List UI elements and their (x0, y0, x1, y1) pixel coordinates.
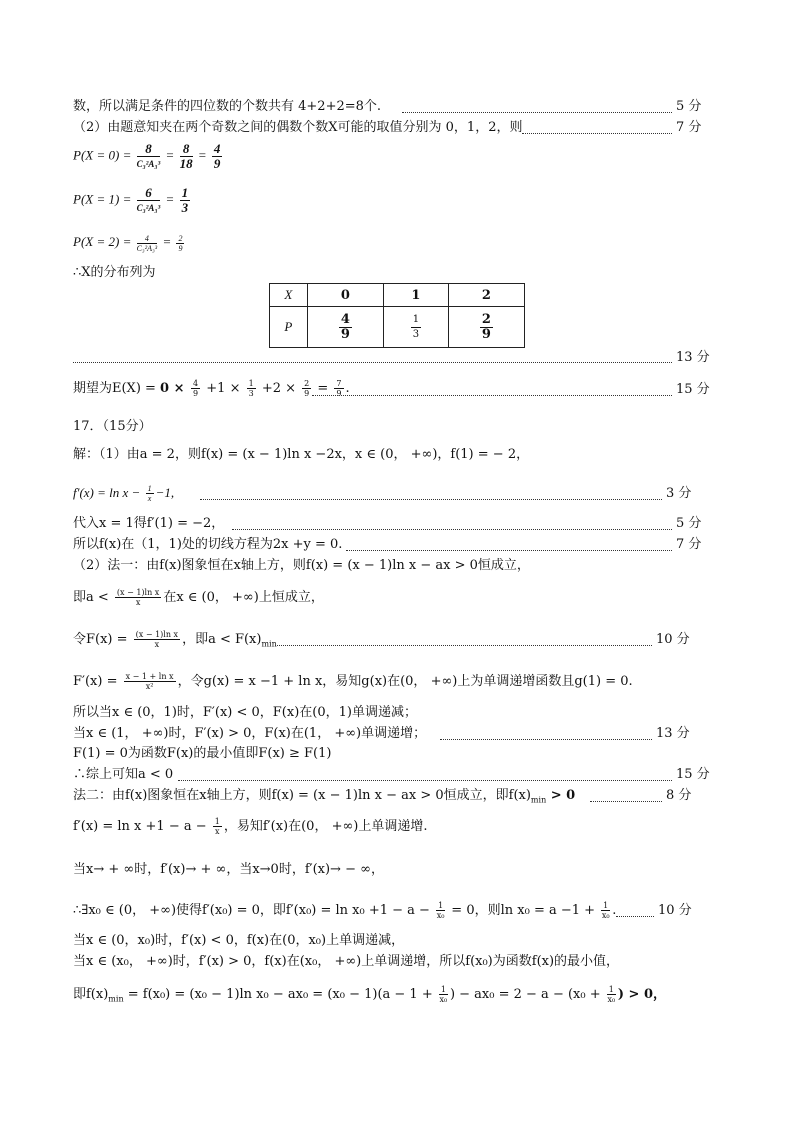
numerator: 4 (213, 141, 221, 156)
numerator: 1 (440, 985, 446, 994)
formula-part: 即a < (73, 590, 113, 605)
formula-part: −1, (155, 485, 175, 500)
denominator: 18 (179, 156, 193, 171)
numerator: 2 (304, 379, 310, 388)
text-line: 所以f(x)在（1，1)处的切线方程为2x +y = 0. (73, 537, 343, 552)
fraction (411, 313, 421, 342)
score-label: 13 分 (656, 726, 690, 741)
numerator: 1 (181, 185, 189, 200)
denominator: C₃²A₃³ (136, 159, 161, 169)
formula-part: 法二：由f(x)图象恒在x轴上方，则f(x) = (x − 1)ln x − ax > 0恒成立，即f(x) (73, 788, 531, 803)
formula-part: P(X = 1) = (73, 191, 135, 207)
line-text: （2）由题意知夹在两个奇数之间的偶数个数X可能的取值分别为 0，1，2，则 (73, 120, 523, 135)
subscript: min (108, 994, 124, 1004)
leader-dots (178, 780, 672, 781)
text-line: 代入x = 1得f′(1) = −2， (73, 516, 225, 531)
formula-part: F′(x) = (73, 674, 122, 689)
text-line (73, 985, 666, 1009)
numerator: (x − 1)ln x (135, 630, 179, 639)
denominator: 9 (178, 243, 183, 253)
fraction (247, 379, 256, 398)
denominator: 9 (336, 389, 342, 398)
prob-x0-formula (73, 142, 224, 171)
denominator: x₀ (436, 911, 445, 920)
fraction (607, 985, 616, 1004)
text-line (73, 98, 381, 116)
formula-part: 期望为E(X) = (73, 381, 161, 396)
formula-part: . (612, 903, 617, 918)
prob-x1-formula (73, 186, 192, 215)
score-label: 15 分 (676, 382, 710, 397)
numerator: 1 (147, 484, 152, 493)
score-label: 7 分 (676, 537, 702, 552)
numerator: 1 (603, 901, 609, 910)
fraction (146, 484, 154, 503)
formula-part: = (197, 147, 210, 163)
score-label: 15 分 (676, 767, 710, 782)
score-label: 5 分 (676, 516, 702, 531)
score-label: 13 分 (676, 350, 710, 365)
denominator: x (135, 598, 141, 607)
formula-part: P(X = 0) = (73, 147, 135, 163)
denominator: 9 (481, 326, 491, 342)
formula-part: ) − ax₀ = 2 − a − (x₀ + (449, 987, 605, 1002)
fraction (302, 379, 311, 398)
prob-x2-formula (73, 233, 186, 253)
table-cell (307, 307, 383, 348)
numerator: 6 (137, 186, 161, 201)
fraction (180, 142, 193, 171)
denominator: 9 (193, 389, 199, 398)
formula-part: 0 × (160, 381, 190, 396)
text-line: 当x ∈ (x₀， +∞)时，f′(x) > 0，f(x)在(x₀， +∞)上单调递增，所以f(x₀)为函数f(x)的最小值， (73, 954, 620, 969)
table-header-cell: 2 (448, 284, 524, 307)
numerator: 1 (608, 985, 614, 994)
fraction (115, 588, 161, 607)
numerator: 1 (411, 313, 421, 328)
derivative-line (73, 484, 174, 503)
fraction (436, 901, 445, 920)
numerator: 1 (248, 379, 254, 388)
leader-dots (200, 499, 662, 500)
fraction (137, 186, 161, 215)
denominator: 3 (412, 328, 420, 340)
table-row (270, 307, 525, 348)
expectation-line (73, 379, 350, 398)
line-text: 数，所以满足条件的四位数的个数共有 4+2+2=8个. (73, 99, 382, 114)
formula-part: = f(x₀) = (x₀ − 1)ln x₀ − ax₀ = (x₀ − 1)(a − 1 + (123, 987, 437, 1002)
text-line: 当x ∈ (1， +∞)时，F′(x) > 0，F(x)在(1， +∞)单调递增； (73, 726, 427, 741)
formula-part: . (345, 381, 350, 396)
score-label: 7 分 (676, 120, 702, 135)
denominator: x (154, 640, 160, 649)
fraction (137, 142, 161, 171)
formula-part: 在x ∈ (0， +∞)上恒成立， (163, 590, 324, 605)
fraction (439, 985, 448, 1004)
formula-part: > 0 (546, 788, 576, 803)
text-line (73, 119, 522, 137)
distribution-table (269, 283, 525, 348)
table-cell (383, 307, 448, 348)
denominator: C₃²A₃³ (136, 243, 158, 253)
text-line (73, 588, 324, 607)
numerator: 4 (193, 379, 199, 388)
denominator: 9 (340, 326, 350, 342)
score-label: 3 分 (666, 486, 692, 501)
fraction (191, 379, 200, 398)
text-line: 当x→ + ∞时，f′(x)→ + ∞，当x→0时，f′(x)→ − ∞， (73, 862, 384, 877)
leader-dots (590, 801, 662, 802)
text-line: 所以当x ∈ (0，1)时，F′(x) < 0，F(x)在(0，1)单调递减； (73, 705, 417, 720)
leader-dots (346, 550, 672, 551)
text-line (73, 817, 428, 836)
text-line: F(1) = 0为函数F(x)的最小值即F(x) ≥ F(1) (73, 746, 332, 761)
numerator: 1 (438, 901, 444, 910)
score-label: 8 分 (666, 788, 692, 803)
table-cell (448, 307, 524, 348)
table-header-cell: 0 (307, 284, 383, 307)
numerator: 1 (214, 817, 220, 826)
denominator: x² (145, 682, 154, 691)
dist-intro: ∴X的分布列为 (73, 265, 156, 280)
formula-part: ，令g(x) = x −1 + ln x，易知g(x)在(0， +∞)上为单调递增函数且g(1) = 0. (177, 674, 633, 689)
score-label: 10 分 (656, 632, 690, 647)
formula-part: f′(x) = ln x +1 − a − (73, 819, 211, 834)
subscript: min (261, 639, 277, 649)
formula-part: ) > 0， (617, 987, 666, 1002)
formula-part: = (162, 234, 175, 249)
numerator: 4 (340, 311, 350, 327)
formula-part: 令F(x) = (73, 632, 132, 647)
numerator: 2 (481, 311, 491, 327)
denominator: C₃²A₃³ (136, 203, 161, 213)
text-line: （2）法一：由f(x)图象恒在x轴上方，则f(x) = (x − 1)ln x − ax > 0恒成立， (73, 558, 530, 573)
table-row (270, 284, 525, 307)
denominator: x₀ (607, 995, 616, 1004)
table-cell: P (270, 307, 308, 348)
question-number: 17．（15分） (73, 419, 152, 434)
denominator: 3 (248, 389, 254, 398)
numerator: x − 1 + ln x (125, 672, 174, 681)
numerator: 8 (180, 142, 193, 157)
table-header-cell: X (270, 284, 308, 307)
formula-part: = (313, 381, 333, 396)
text-line: ∴综上可知a < 0 (73, 767, 174, 782)
formula-part: 即f(x) (73, 987, 109, 1002)
formula-part: = (165, 147, 178, 163)
text-line (73, 630, 277, 654)
denominator: 9 (304, 389, 310, 398)
fraction (601, 901, 610, 920)
fraction (124, 672, 176, 691)
subscript: min (530, 795, 547, 805)
fraction (339, 313, 352, 342)
leader-dots (312, 395, 672, 396)
fraction (176, 234, 184, 253)
text-line (73, 901, 616, 920)
formula-part: = 0，则ln x₀ = a −1 + (447, 903, 600, 918)
leader-dots (73, 362, 672, 363)
formula-part: P(X = 2) = (73, 234, 135, 249)
formula-part: f′(x) = ln x − (73, 485, 144, 500)
formula-part: +1 × (202, 381, 245, 396)
numerator: (x − 1)ln x (116, 588, 160, 597)
fraction (480, 313, 493, 342)
score-label: 5 分 (676, 99, 702, 114)
leader-dots (232, 529, 672, 530)
formula-part: +2 × (257, 381, 301, 396)
fraction (213, 817, 222, 836)
formula-part: ∴∃x₀ ∈ (0， +∞)使得f′(x₀) = 0，即f′(x₀) = ln x₀ +1 − a − (73, 903, 435, 918)
leader-dots (522, 133, 672, 134)
denominator: 9 (213, 156, 221, 171)
text-line: 当x ∈ (0，x₀)时，f′(x) < 0，f(x)在(0，x₀)上单调递减， (73, 933, 405, 948)
score-label: 10 分 (658, 903, 692, 918)
numerator: 8 (137, 142, 161, 157)
denominator: x₀ (439, 995, 448, 1004)
text-line (73, 787, 575, 810)
leader-dots (440, 739, 652, 740)
formula-part: ，即a < F(x) (182, 632, 262, 647)
table-header-cell: 1 (383, 284, 448, 307)
leader-dots (616, 916, 654, 917)
numerator: 7 (336, 379, 342, 388)
fraction (212, 142, 223, 171)
fraction (134, 630, 180, 649)
fraction (137, 234, 158, 253)
leader-dots (275, 645, 652, 646)
denominator: x (215, 827, 220, 836)
formula-part: = (165, 191, 178, 207)
denominator: 3 (181, 200, 189, 215)
leader-dots (402, 112, 672, 113)
denominator: x₀ (601, 911, 610, 920)
fraction (180, 186, 191, 215)
formula-part: ，易知f′(x)在(0， +∞)上单调递增. (223, 819, 428, 834)
denominator: x (147, 494, 152, 503)
text-line: 解：（1）由a = 2，则f(x) = (x − 1)ln x −2x，x ∈ (0， +∞)，f(1) = − 2， (73, 447, 530, 462)
numerator: 2 (178, 233, 183, 243)
text-line (73, 672, 633, 691)
numerator: 4 (137, 234, 158, 244)
